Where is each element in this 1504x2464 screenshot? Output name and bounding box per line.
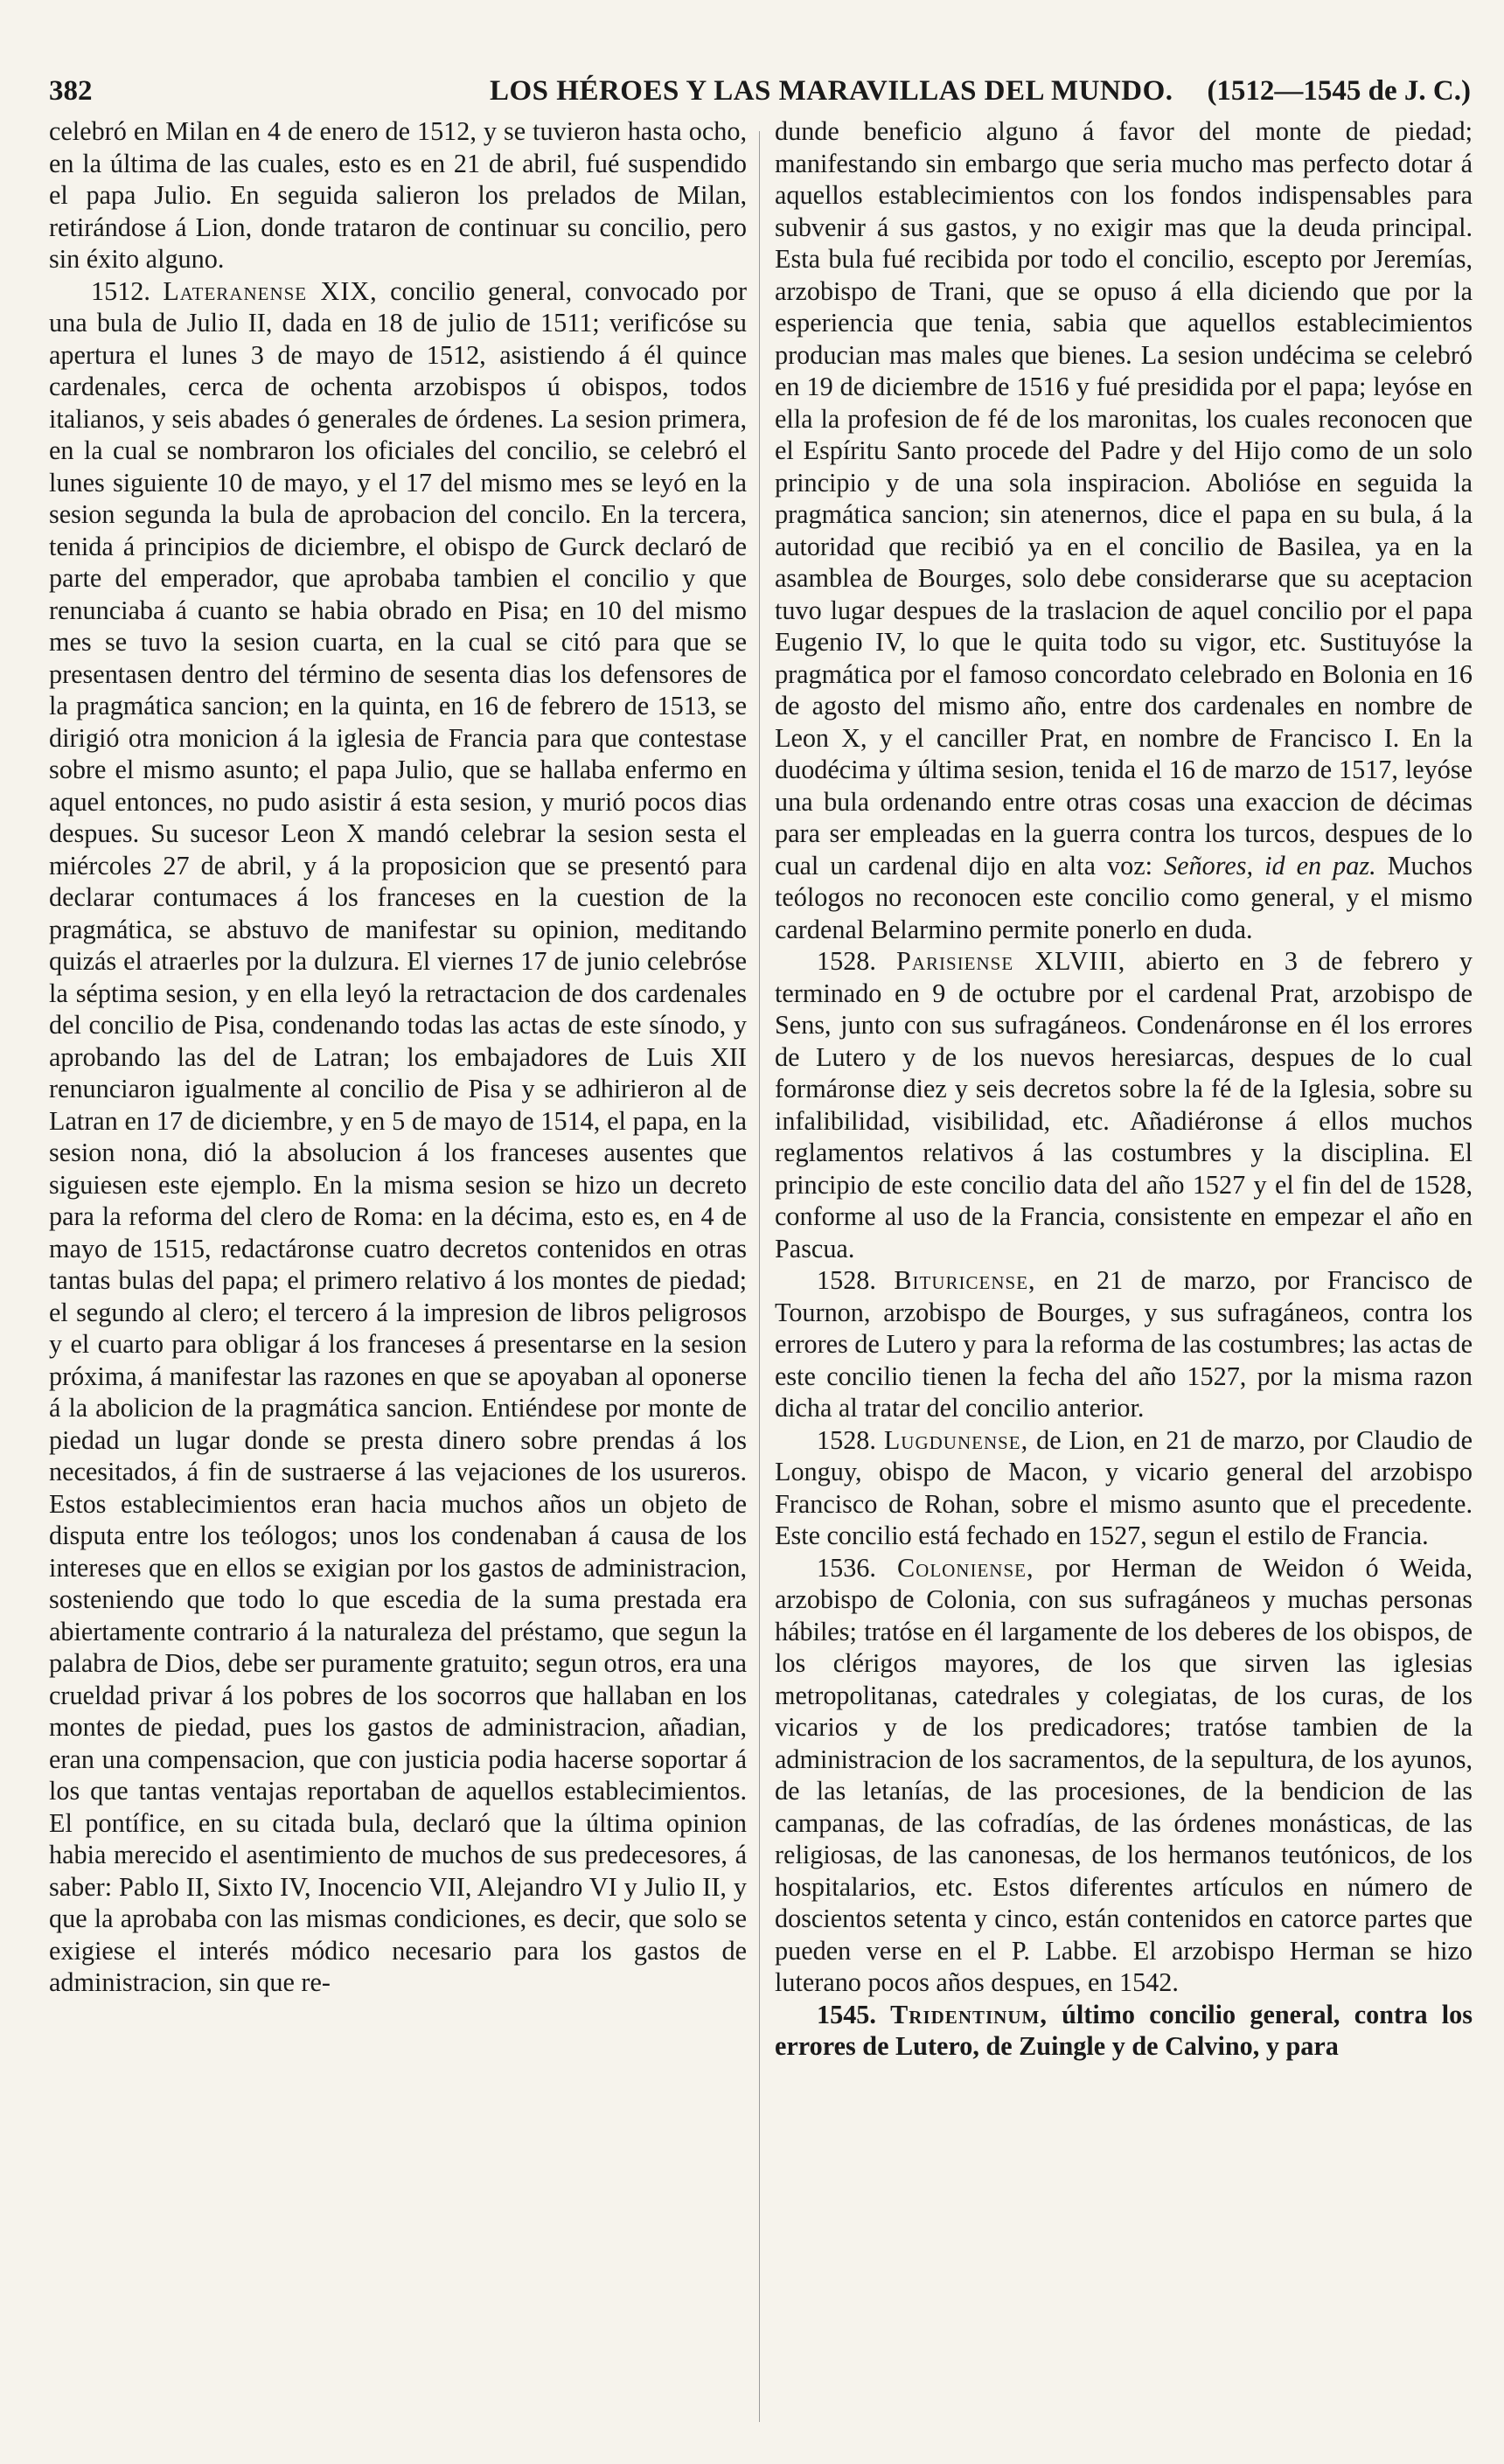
running-title: LOS HÉROES Y LAS MARAVILLAS DEL MUNDO. xyxy=(490,75,1173,107)
entry-council-name: Tridentinum, xyxy=(890,1999,1048,2029)
entry-text: por Herman de Weidon ó Weida, arzobispo de Colonia, con sus sufragáneos y muchas personas hábiles; tratóse en él largamente de los deberes de los obispos, de los clérigos mayores, de los que sirven las iglesias metropolitanas, catedrales y colegiatas, de los curas, de los vicarios y de los predicadores; tratóse tambien de la administracion de los sacramentos, de la sepultura, de los ayunos, de las letanías, de las procesiones, de la bendicion de las campanas, de las cofradías, de las órdenes monásticas, de las religiosas, de las canonesas, de los hermanos teutónicos, de los hospitalarios, etc. Estos diferentes artículos en número de doscientos setenta y cinco, están contenidos en catorce partes que pueden verse en el P. Labbe. El arzobispo Herman se hizo luterano pocos años despues, en 1542. xyxy=(775,1552,1473,1997)
entry-council-name: Lugdunense, xyxy=(883,1424,1029,1455)
entry-text: de Lion, en 21 de marzo, por Claudio de Longuy, obispo de Macon, y vicario general del arzobispo Francisco de Rohan, sobre el mismo asunto que el precedente. Este concilio está fechado en 1527, segun el estilo de Francia. xyxy=(775,1424,1473,1550)
page-number: 382 xyxy=(49,75,93,107)
entry-coloniense xyxy=(775,1552,1473,1999)
column-divider xyxy=(759,131,760,2422)
entry-council-name: Coloniense, xyxy=(897,1552,1034,1583)
entry-council-name: Bituricense, xyxy=(894,1265,1036,1295)
entry-council-name: Lateranense XIX, xyxy=(163,275,378,306)
paragraph-text: dunde beneficio alguno á favor del monte de piedad; manifestando sin embargo que seria mucho mas perfecto dotar á aquellos establecimientos con los fondos indispensables para subvenir á sus gastos, y no exigir mas que la deuda principal. Esta bula fué recibida por todo el concilio, escepto por Jeremías, arzobispo de Trani, que se opuso á ella diciendo que por la esperiencia que tenia, sabia que aquellos establecimientos producian mas males que bienes. La sesion undécima se celebró en 19 de diciembre de 1516 y fué presidida por el papa; leyóse en ella la profesion de fé de los maronitas, los cuales reconocen que el Espíritu Santo procede del Padre y del Hijo como de un solo principio y de una sola inspiracion. Abolióse en seguida la pragmática sancion; sin atenernos, dice el papa en su bula, á la autoridad que recibió ya en el concilio de Basilea, ya en la asamblea de Bourges, solo debe considerarse que su aceptacion tuvo lugar despues de la traslacion de aquel concilio por el papa Eugenio IV, lo que le quita todo su vigor, etc. Sustituyóse la pragmática por el famoso concordato celebrado en Bolonia en 16 de agosto del mismo año, entre dos cardenales en nombre de Leon X, y el canciller Prat, en nombre de Francisco I. En la duodécima y última sesion, tenida el 16 de marzo de 1517, leyóse una bula ordenando entre otras cosas una exaccion de décimas para ser empleadas en la guerra contra los turcos, despues de lo cual un cardenal dijo en alta voz: xyxy=(775,116,1473,880)
italic-quote: Señores, id en paz. xyxy=(1164,850,1376,880)
entry-text: concilio general, convocado por una bula de Julio II, dada en 18 de julio de 1511; verificóse su apertura el lunes 3 de mayo de 1512, asistiendo á él quince cardenales, cerca de ochenta arzobispos ú obispos, todos italianos, y seis abades ó generales de órdenes. La sesion primera, en la cual se nombraron los oficiales del concilio, se celebró el lunes siguiente 10 de mayo, y el 17 del mismo mes se leyó en la sesion segunda la bula de aprobacion del concilo. En la tercera, tenida á principios de diciembre, el obispo de Gurck declaró de parte del emperador, que aprobaba tambien el concilio y que renunciaba á cuanto se habia obrado en Pisa; en 10 del mismo mes se tuvo la sesion cuarta, en la cual se citó para que se presentasen dentro del término de sesenta dias los defensores de la pragmática sancion; en la quinta, en 16 de febrero de 1513, se dirigió otra monicion á la iglesia de Francia para que contestase sobre el mismo asunto; el papa Julio, que se hallaba enfermo en aquel entonces, no pudo asistir á esta sesion, y murió pocos dias despues. Su sucesor Leon X mandó celebrar la sesion sesta el miércoles 27 de abril, y á la proposicion que se presentó para declarar contumaces á los franceses en la cuestion de la pragmática, se abstuvo de manifestar su opinion, meditando quizás el atraerles por la dulzura. El viernes 17 de junio celebróse la séptima sesion, y en ella leyó la retractacion de dos cardenales del concilio de Pisa, condenando todas las actas de este sínodo, y aprobando las del de Latran; los embajadores de Luis XII renunciaron igualmente al concilio de Pisa y se adhirieron al de Latran en 17 de diciembre, y en 5 de mayo de 1514, el papa, en la sesion nona, dió la absolucion á los franceses ausentes que siguiesen este ejemplo. En la misma sesion se hizo un decreto para la reforma del clero de Roma: en la décima, esto es, en 4 de mayo de 1515, redactáronse cuatro decretos contenidos en otras tantas bulas del papa; el primero relativo á los montes de piedad; el segundo al clero; el tercero á la impresion de libros peligrosos y el cuarto para obligar á los franceses á presentarse en la sesion próxima, á manifestar las razones en que se apoyaban al oponerse á la abolicion de la pragmática sancion. Entiéndese por monte de piedad un lugar donde se presta dinero sobre prendas á los necesitados, á fin de sustraerse á las vejaciones de los usureros. Estos establecimientos eran hacia muchos años un objeto de disputa entre los teólogos; unos los condenaban á causa de los intereses que en ellos se exigian por los gastos de administracion, sosteniendo que todo lo que escedia de la suma prestada era abiertamente contrario á la naturaleza del préstamo, que segun la palabra de Dios, debe ser puramente gratuito; segun otros, era una crueldad privar á los pobres de los socorros que hallaban en los montes de piedad, pues los gastos de administracion, añadian, eran una compensacion, que con justicia podia hacerse soportar á los que tantas ventajas reportaban de aquellos establecimientos. El pontífice, en su citada bula, declaró que la última opinion habia merecido el asentimiento de muchos de sus predecesores, á saber: Pablo II, Sixto IV, Inocencio VII, Alejandro VI y Julio II, y que la aprobaba con las mismas condiciones, es decir, que solo se exigiese el interés módico necesario para los gastos de administracion, sin que re- xyxy=(49,275,747,1997)
entry-year: 1528. xyxy=(817,1424,876,1455)
entry-text: en 21 de marzo, por Francisco de Tournon, arzobispo de Bourges, y sus sufragáneos, contra los errores de Lutero y para la reforma de las costumbres; las actas de este concilio tienen la fecha del año 1527, por la misma razon dicha al tratar del concilio anterior. xyxy=(775,1265,1473,1423)
continued-paragraph xyxy=(775,115,1473,945)
entry-lateranense xyxy=(49,275,747,1999)
entry-parisiense xyxy=(775,945,1473,1264)
entry-year: 1545. xyxy=(817,1999,876,2029)
entry-year: 1528. xyxy=(817,1265,876,1295)
entry-text: último concilio general, contra los errores de Lutero, de Zuingle y de Calvino, y para xyxy=(775,1999,1473,2061)
entry-text: abierto en 3 de febrero y terminado en 9 de octubre por el cardenal Prat, arzobispo de Sens, junto con sus sufragáneos. Condenáronse en él los errores de Lutero y de los nuevos heresiarcas, despues de lo cual formáronse diez y seis decretos sobre la fé de la Iglesia, sobre su infalibilidad, visibilidad, etc. Añadiéronse á ellos muchos reglamentos relativos á las costumbres y la disciplina. El principio de este concilio data del año 1527 y el fin del de 1528, conforme al uso de la Francia, consistente en empezar el año en Pascua. xyxy=(775,946,1473,1263)
entry-council-name: Parisiense XLVIII, xyxy=(896,946,1126,976)
date-range: (1512—1545 de J. C.) xyxy=(1207,75,1471,107)
running-header xyxy=(49,66,1471,115)
entry-year: 1528. xyxy=(817,946,876,976)
right-column xyxy=(775,115,1473,2441)
left-column xyxy=(49,115,747,2441)
paragraph-text: Muchos teólogos no reconocen este concilio como general, y el mismo cardenal Belarmino permite ponerlo en duda. xyxy=(775,850,1473,944)
entry-year: 1536. xyxy=(817,1552,876,1583)
entry-bituricense xyxy=(775,1264,1473,1424)
entry-tridentinum xyxy=(775,1999,1473,2063)
entry-year: 1512. xyxy=(91,275,150,306)
continued-paragraph: celebró en Milan en 4 de enero de 1512, y se tuvieron hasta ocho, en la última de las cuales, esto es en 21 de abril, fué suspendido el papa Julio. En seguida salieron los prelados de Milan, retirándose á Lion, donde trataron de continuar su concilio, pero sin éxito alguno. xyxy=(49,116,747,274)
entry-lugdunense xyxy=(775,1424,1473,1552)
